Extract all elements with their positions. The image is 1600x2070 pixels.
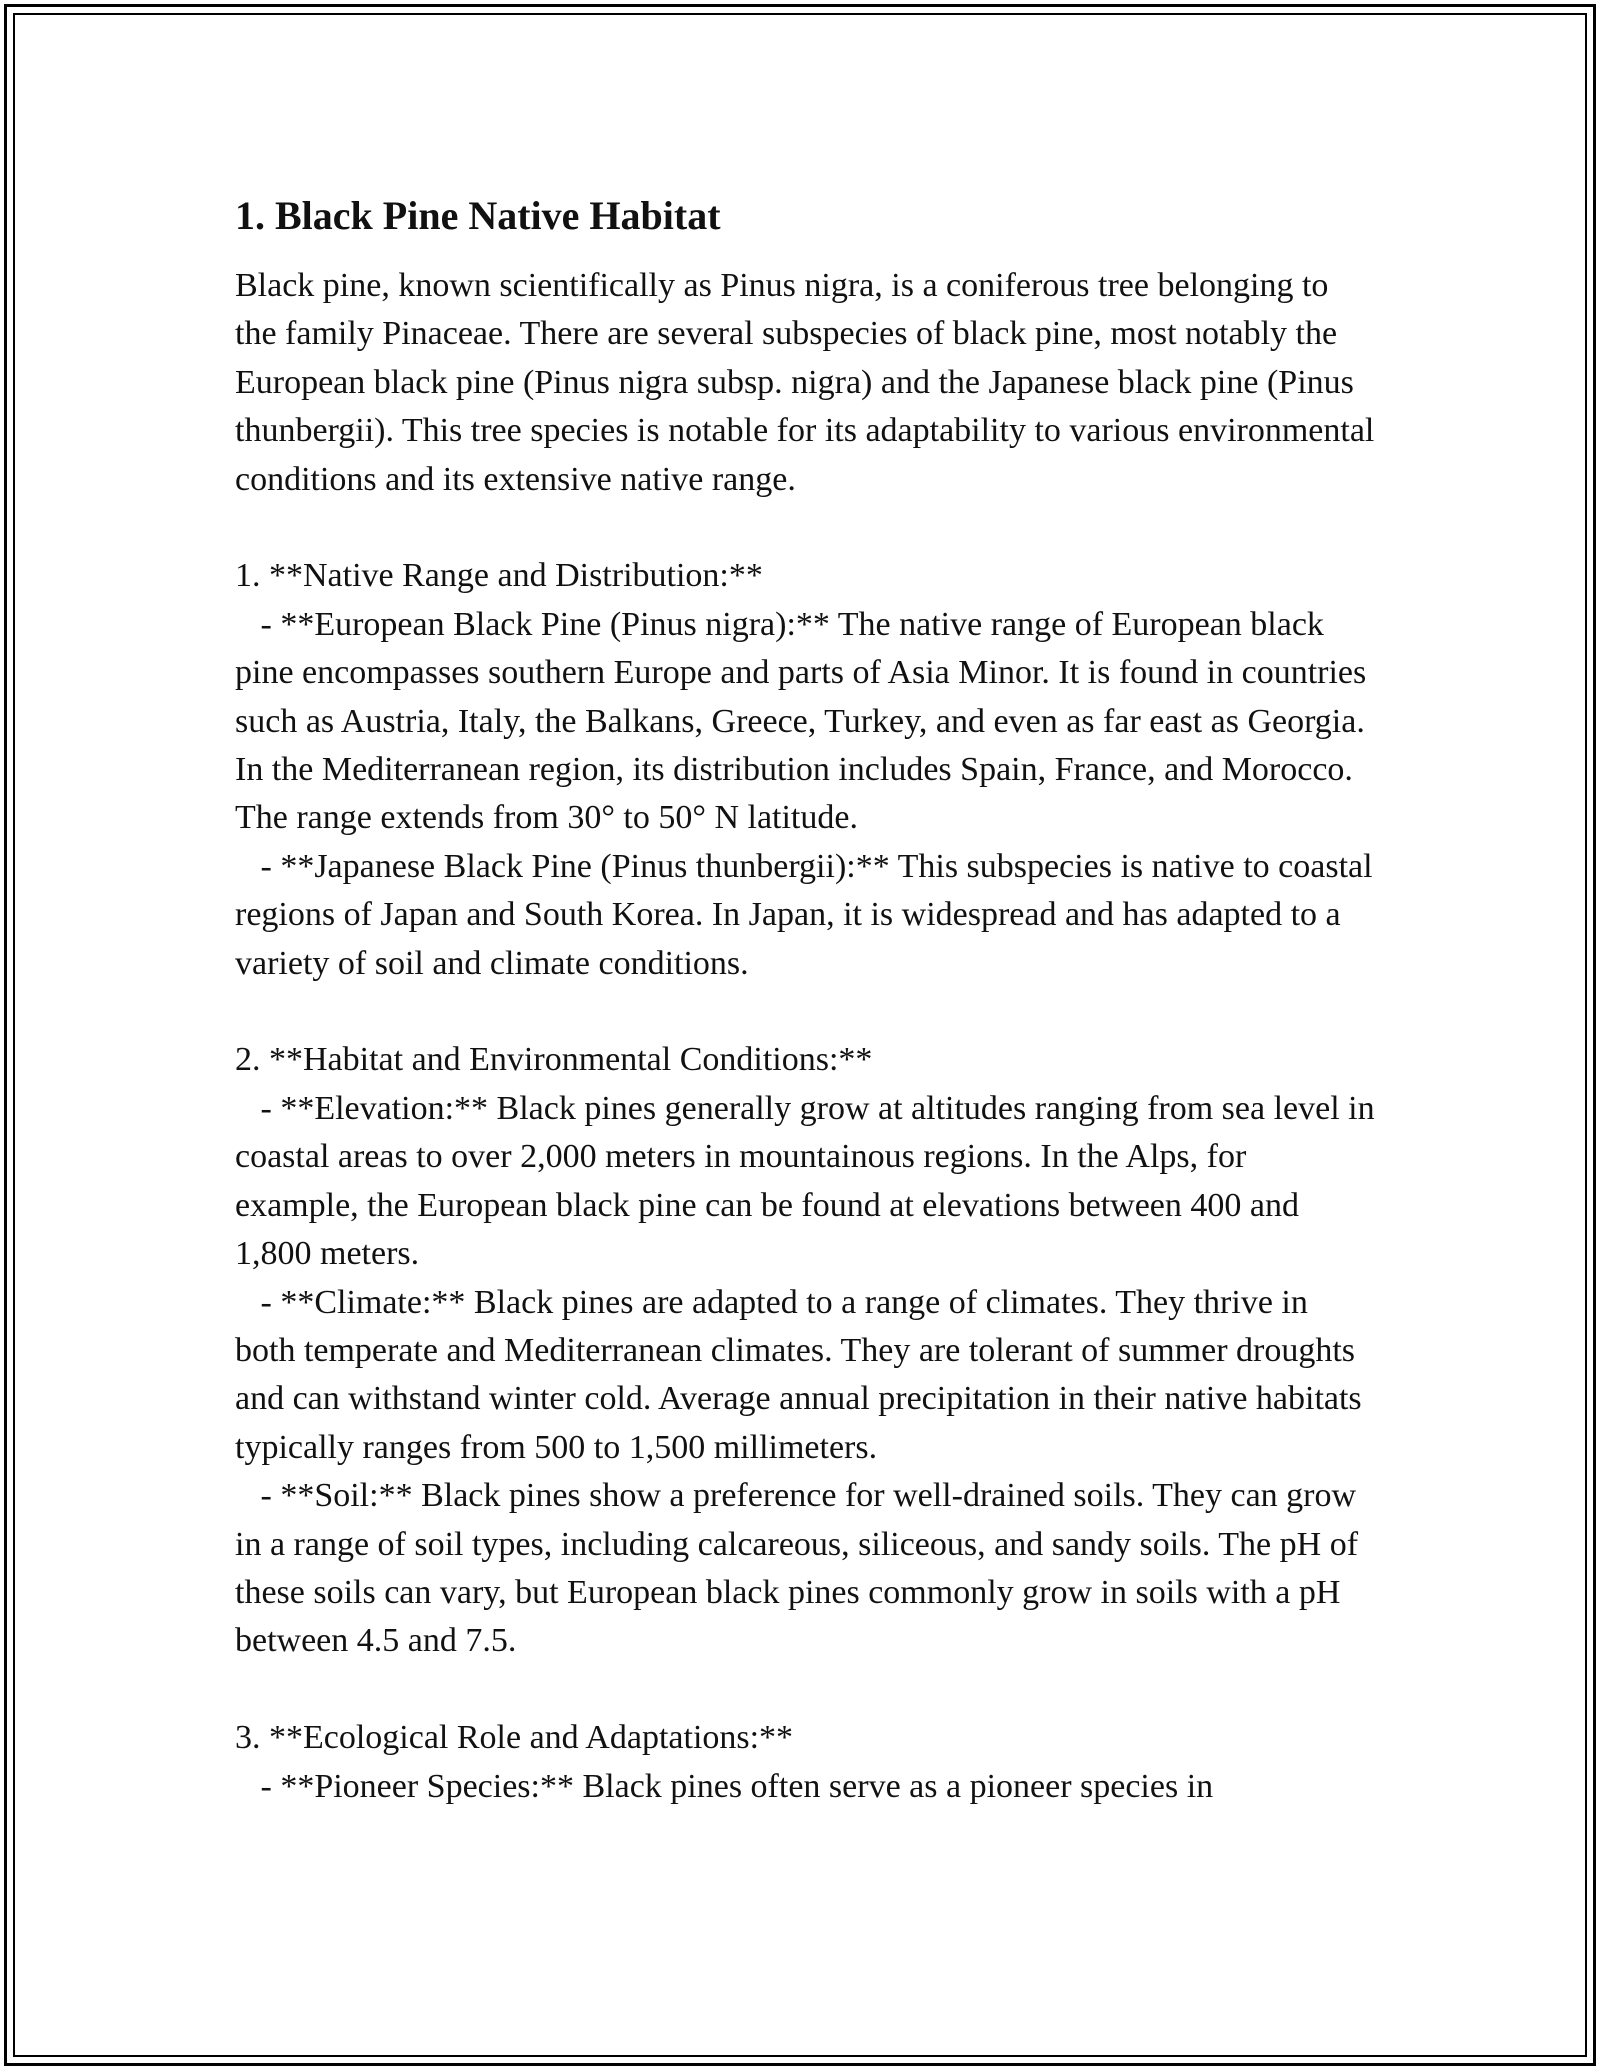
list-item: - **Soil:** Black pines show a preference for well-drained soils. They can grow in a range of soil types, including calcareous, siliceous, and sandy soils. The pH of these soils can vary, but European black pines commonly grow in soils with a pH between 4.5 and 7.5.	[235, 1477, 1359, 1660]
section-habitat-conditions	[235, 1036, 1375, 1665]
section-ecological-role	[235, 1714, 1375, 1811]
list-item: - **Elevation:** Black pines generally grow at altitudes ranging from sea level in coastal areas to over 2,000 meters in mountainous regions. In the Alps, for example, the European black pine can be found at elevations between 400 and 1,800 meters.	[235, 1089, 1375, 1273]
intro-paragraph: Black pine, known scientifically as Pinus nigra, is a coniferous tree belonging to the family Pinaceae. There are several subspecies of black pine, most notably the European black pine (Pinus nigra subsp. nigra) and the Japanese black pine (Pinus thunbergii). This tree species is notable for its adaptability to various environmental conditions and its extensive native range.	[235, 267, 1375, 498]
spacer	[235, 504, 1375, 552]
section-heading: 1. **Native Range and Distribution:**	[235, 557, 763, 595]
spacer	[235, 988, 1375, 1036]
section-native-range	[235, 552, 1375, 988]
section-heading: 2. **Habitat and Environmental Conditions:**	[235, 1041, 873, 1079]
list-item: - **Pioneer Species:** Black pines often serve as a pioneer species in	[260, 1767, 1214, 1805]
list-item: - **Japanese Black Pine (Pinus thunbergii):** This subspecies is native to coastal regions of Japan and South Korea. In Japan, it is widespread and has adapted to a variety of soil and climate conditions.	[235, 847, 1373, 982]
document-title: 1. Black Pine Native Habitat	[235, 193, 721, 238]
spacer	[235, 1666, 1375, 1714]
list-item: - **Climate:** Black pines are adapted to a range of climates. They thrive in both temperate and Mediterranean climates. They are tolerant of summer droughts and can withstand winter cold. Average annual precipitation in their native habitats typically ranges from 500 to 1,500 millimeters.	[235, 1283, 1362, 1466]
section-heading: 3. **Ecological Role and Adaptations:**	[235, 1719, 794, 1757]
list-item: - **European Black Pine (Pinus nigra):** The native range of European black pine encompasses southern Europe and parts of Asia Minor. It is found in countries such as Austria, Italy, the Balkans, Greece, Turkey, and even as far east as Georgia. In the Mediterranean region, its distribution includes Spain, France, and Morocco. The range extends from 30° to 50° N latitude.	[235, 605, 1367, 837]
document-body	[235, 180, 1375, 1811]
document-text	[235, 262, 1375, 1811]
